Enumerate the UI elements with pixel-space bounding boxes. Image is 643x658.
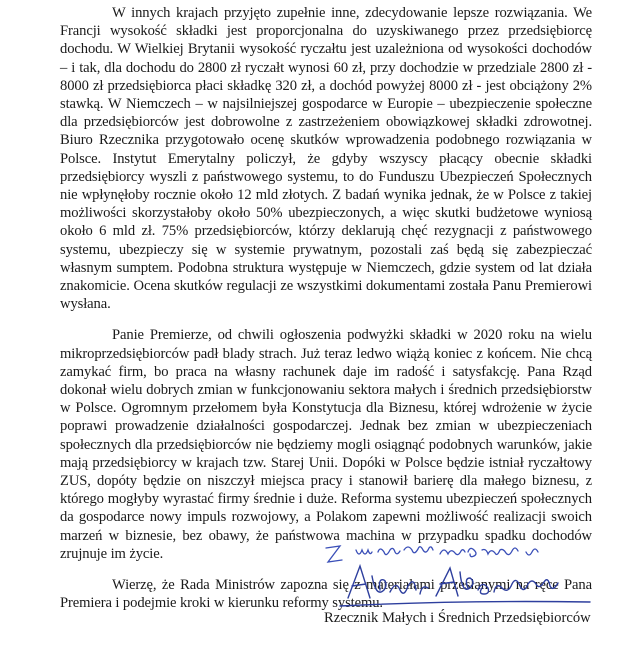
handwritten-name	[340, 566, 590, 606]
letter-body	[60, 4, 592, 626]
paragraph-appeal: Panie Premierze, od chwili ogłoszenia podwyżki składki w 2020 roku na wielu mikroprzedsiębiorców padł blady strach. Już teraz ledwo wiążą koniec z końcem. Nie chcą zamykać firm, bo praca na własny rachunek daje im radość i satysfakcję. Pana Rząd dokonał wielu dobrych zmian w funkcjonowaniu sektora małych i średnich przedsiębiorstw w Polsce. Ogromnym przełomem była Konstytucja dla Biznesu, której wdrożenie w życie poprawi prowadzenie działalności gospodarczej. Jednak bez zmian w ubezpieczeniach społecznych dla przedsiębiorców nie będziemy mogli osiągnąć podobnych warunków, jakie mają przedsiębiorcy w krajach tzw. Starej Unii. Dopóki w Polsce będzie istniał ryczałtowy ZUS, dopóty będzie on niszczył miejsca pracy i stanowił barierę dla małego biznesu, z którego mogłyby wyrastać firmy średnie i duże. Reforma systemu ubezpieczeń społecznych da gospodarce nowy impuls rozwojowy, a Polakom zapewni możliwość realizacji swoich marzeń w biznesie, bez obawy, że państwowa machina w przypadku spadku dochodów zrujnuje im życie.	[60, 327, 592, 562]
handwritten-signature	[300, 536, 630, 616]
paragraph-foreign-solutions: W innych krajach przyjęto zupełnie inne, zdecydowanie lepsze rozwiązania. We Francji wysokość składki jest proporcjonalna do uzyskiwanego przez przedsiębiorcę dochodu. W Wielkiej Brytanii wysokość ryczałtu jest uzależniona od wysokości dochodów – i tak, dla dochodu do 2800 zł ryczałt wynosi 60 zł, przy dochodzie w przedziale 2800 zł - 8000 zł przedsiębiorca płaci składkę 320 zł, a dochód powyżej 8000 zł - jest obciążony 2% stawką. W Niemczech – w najsilniejszej gospodarce w Europie – ubezpieczenie społeczne dla przedsiębiorców jest dobrowolne z zastrzeżeniem obowiązkowej składki zdrowotnej. Biuro Rzecznika przygotowało ocenę skutków wprowadzenia podobnego rozwiązania w Polsce. Instytut Emerytalny policzył, że gdyby wszyscy płacący obecnie składki przedsiębiorcy wyszli z państwowego systemu, to do Funduszu Ubezpieczeń Społecznych nie wpłynęłoby rocznie około 12 mld złotych. Z badań wynika jednak, że w Polsce z takiej możliwości skorzystałoby około 50% ubezpieczonych, a więc skutki budżetowe wyniosą około 6 mld zł. 75% przedsiębiorców, którzy deklarują chęć rezygnacji z państwowego systemu, ubezpieczy się w systemie prywatnym, pozostali zaś będą się zabezpieczać własnym sumptem. Podobna struktura występuje w Niemczech, gdzie system od lat działa znakomicie. Ocena skutków regulacji ze wszystkimi dokumentami została Panu Premierowi wysłana.	[60, 5, 592, 313]
signatory-title: Rzecznik Małych i Średnich Przedsiębiorców	[324, 610, 591, 626]
paragraph-closing: Wierzę, że Rada Ministrów zapozna się z materiałami przesłanymi na ręce Pana Premiera i podejmie kroki w kierunku reformy systemu.	[60, 577, 592, 612]
handwritten-greeting	[326, 546, 538, 562]
signature-block	[300, 536, 630, 646]
